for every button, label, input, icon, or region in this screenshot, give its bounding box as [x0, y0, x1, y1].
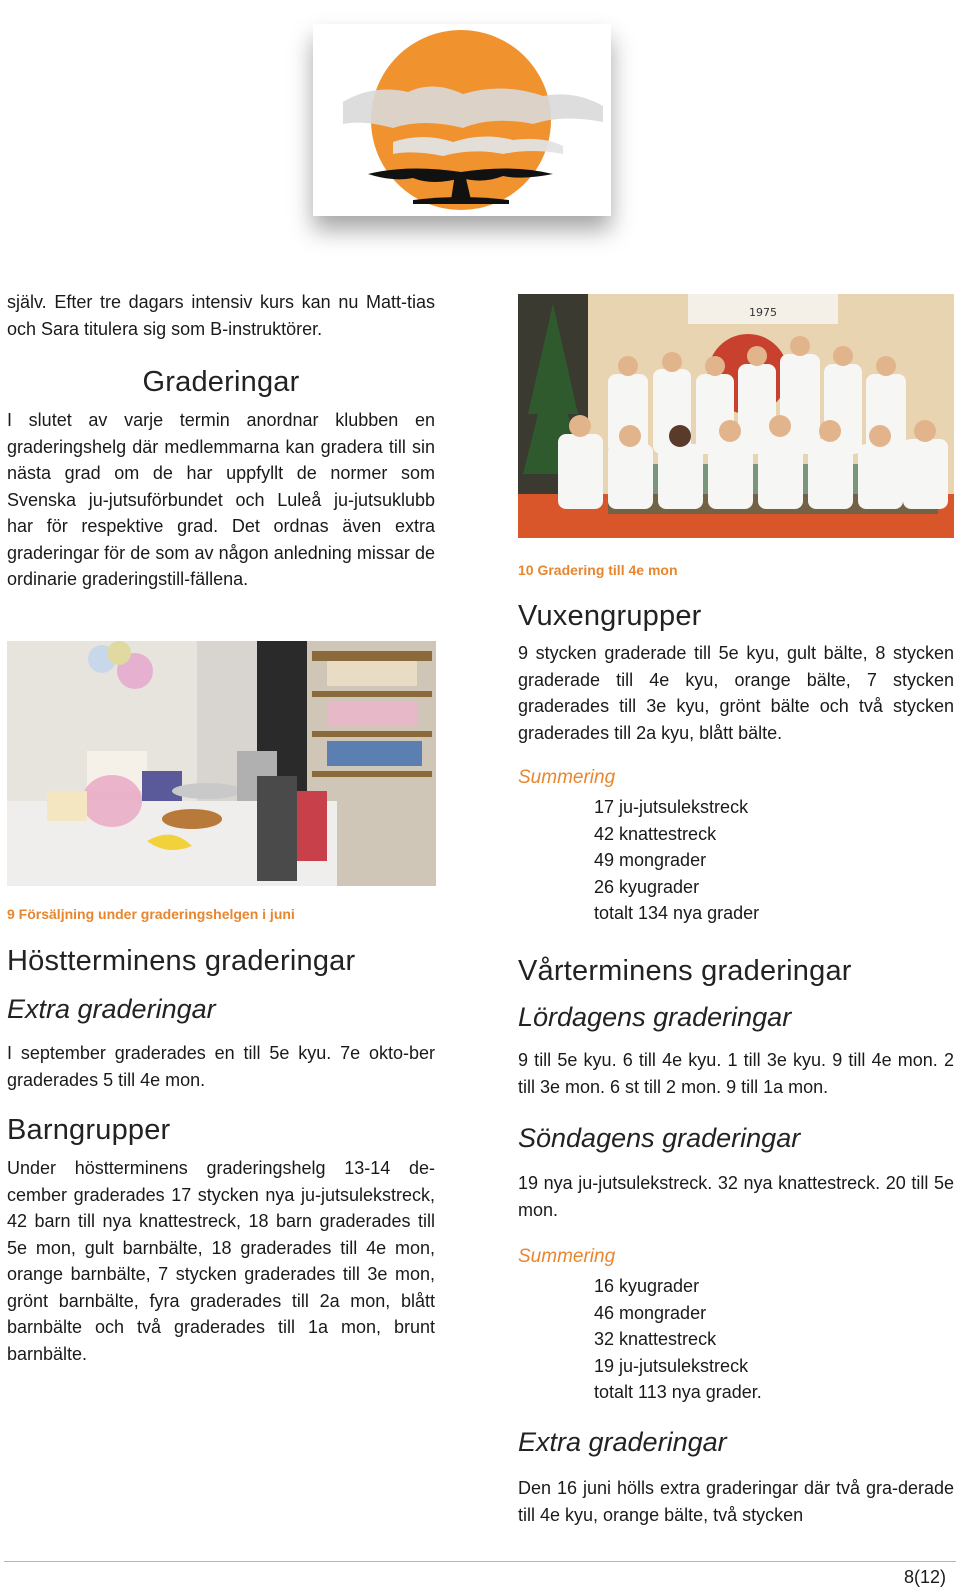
sondag-text: 19 nya ju-jutsulekstreck. 32 nya knattestreck. 20 till 5e mon.	[518, 1173, 954, 1220]
host-extra-text: I september graderades en till 5e kyu. 7e okto-ber graderades 5 till 4e mon.	[7, 1043, 435, 1090]
footer-rule	[4, 1561, 956, 1562]
list-item: totalt 134 nya grader	[594, 903, 760, 923]
sales-table-photo	[7, 641, 436, 886]
list-item: 19 ju-jutsulekstreck	[594, 1355, 749, 1376]
graderingar-text: I slutet av varje termin anordnar klubben en graderingshelg där medlemmarna kan gradera till sin nästa grad om de har uppfyllt de normer som Svenska ju-jutsuförbundet och Luleå ju-jutsuklubb har för respektive grad. Det ordnas även extra graderingar för de som av någon anledning missar de ordinarie graderingstill-fällena.	[7, 410, 435, 589]
list-item: 26 kyugrader	[594, 876, 700, 897]
list-item: 16 kyugrader	[594, 1276, 700, 1296]
club-logo	[313, 24, 611, 216]
barngrupper-text: Under höstterminens graderingshelg 13-14 de-cember graderades 17 stycken nya ju-jutsulekstreck, 42 barn till nya knattestreck, 18 barn graderades till 5e mon, gult barnbälte, 18 graderades till 4e mon, orange barnbälte, 7 stycken graderades till 3e mon, grönt barnbälte, fyra graderades till 2a mon, blått barnbälte och två graderades till 1a mon, brunt barnbälte.	[7, 1158, 435, 1364]
photo-caption-left: 9 Försäljning under graderingshelgen i juni	[7, 906, 295, 922]
vuxen-text: 9 stycken graderade till 5e kyu, gult bälte, 8 stycken graderade till 4e kyu, orange bälte, 7 stycken graderades till 3e kyu, grönt bälte och två stycken graderades till 2a kyu, blått bälte.	[518, 643, 954, 743]
photo-caption-right: 10 Gradering till 4e mon	[518, 562, 678, 578]
var-heading: Vårterminens graderingar	[518, 955, 852, 987]
sondag-heading: Söndagens graderingar	[518, 1123, 801, 1153]
sun-tree-logo-icon	[313, 24, 611, 216]
list-item: 42 knattestreck	[594, 823, 717, 844]
vuxen-summering-list	[594, 794, 759, 927]
intro-text: själv. Efter tre dagars intensiv kurs kan nu Matt-tias och Sara titulera sig som B-instruktörer.	[7, 292, 435, 339]
lordag-heading: Lördagens graderingar	[518, 1002, 792, 1032]
vuxen-summering-label: Summering	[518, 767, 616, 788]
vuxen-heading: Vuxengrupper	[518, 600, 702, 632]
graderingar-heading: Graderingar	[142, 366, 300, 398]
page-number: 8(12)	[903, 1567, 946, 1587]
lordag-text: 9 till 5e kyu. 6 till 4e kyu. 1 till 3e kyu. 9 till 4e mon. 2 till 3e mon. 6 st till 2 mon. 9 till 1a mon.	[518, 1050, 954, 1097]
var-summering-label: Summering	[518, 1246, 616, 1267]
list-item: totalt 113 nya grader.	[594, 1382, 762, 1402]
list-item: 46 mongrader	[594, 1302, 707, 1323]
host-extra-heading: Extra graderingar	[7, 994, 216, 1024]
var-extra-heading: Extra graderingar	[518, 1427, 727, 1457]
list-item: 32 knattestreck	[594, 1329, 717, 1349]
var-summering-list	[594, 1273, 762, 1406]
list-item: 17 ju-jutsulekstreck	[594, 797, 749, 817]
barngrupper-heading: Barngrupper	[7, 1114, 171, 1146]
var-extra-text: Den 16 juni hölls extra graderingar där två gra-derade till 4e kyu, orange bälte, två stycken	[518, 1478, 954, 1525]
host-heading: Höstterminens graderingar	[7, 945, 356, 977]
grading-group-photo	[518, 294, 954, 538]
list-item: 49 mongrader	[594, 850, 707, 870]
banner-year: 1975	[749, 306, 777, 319]
